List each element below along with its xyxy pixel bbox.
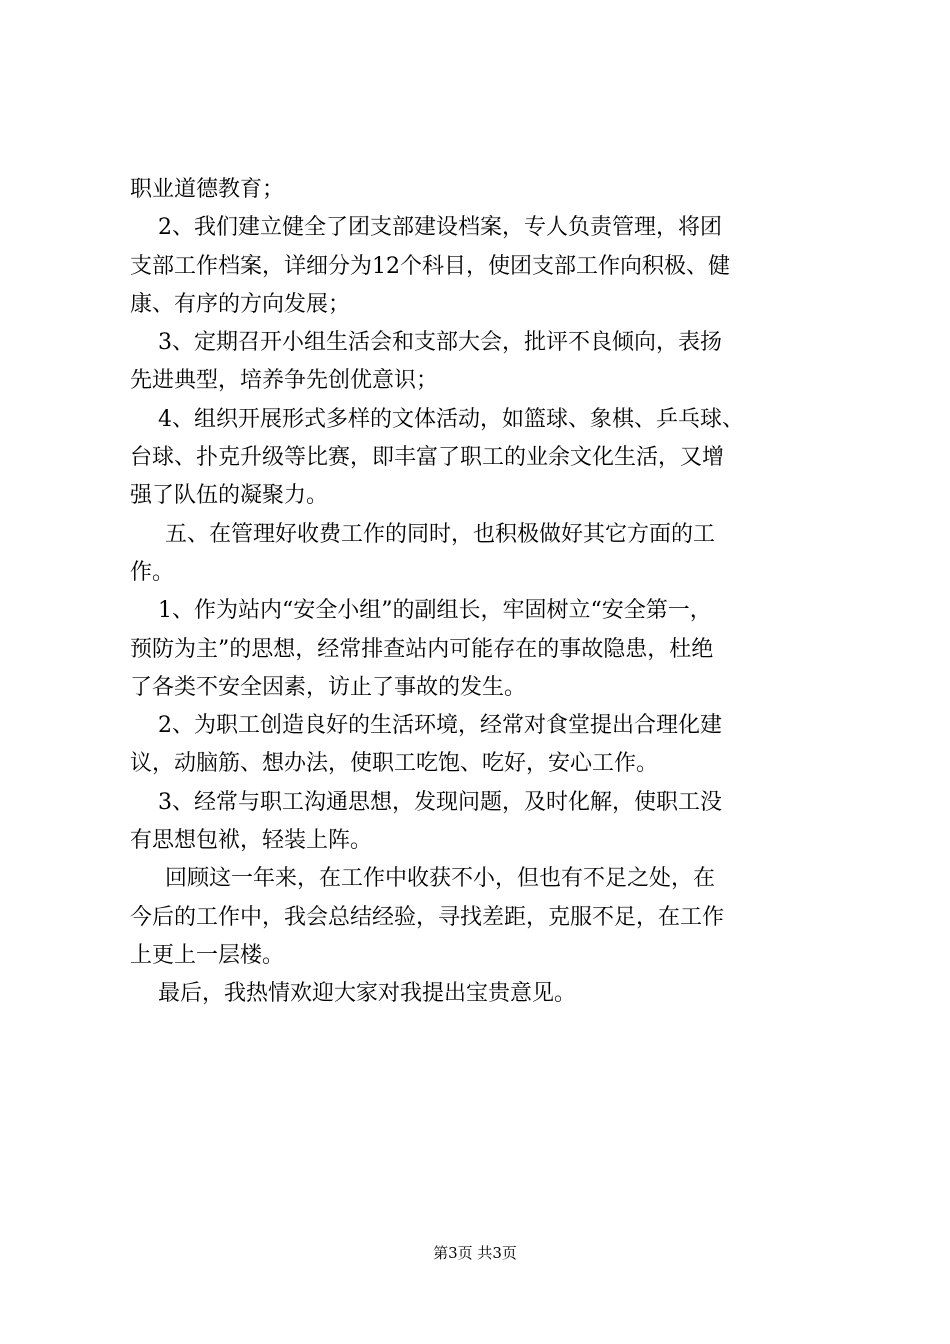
body-line: 4、组织开展形式多样的文体活动，如篮球、象棋、乒乓球、	[130, 406, 744, 432]
body-line: 台球、扑克升级等比赛，即丰富了职工的业余文化生活，又增	[130, 445, 725, 471]
body-line: 支部工作档案，详细分为12个科目，使团支部工作向积极、健	[130, 253, 730, 279]
body-line: 职业道德教育；	[130, 177, 285, 202]
body-line: 今后的工作中，我会总结经验，寻找差距，克服不足，在工作	[130, 904, 725, 930]
body-line: 有思想包袱，轻装上阵。	[130, 828, 373, 854]
body-line: 最后，我热情欢迎大家对我提出宝贵意见。	[130, 981, 576, 1007]
body-line: 2、我们建立健全了团支部建设档案，专人负责管理，将团	[130, 215, 722, 241]
body-line: 康、有序的方向发展；	[130, 291, 351, 317]
body-line: 3、定期召开小组生活会和支部大会，批评不良倾向，表扬	[130, 330, 722, 356]
body-line: 上更上一层楼。	[130, 942, 285, 968]
body-line: 议，动脑筋、想办法，使职工吃饱、吃好，安心工作。	[130, 751, 659, 777]
section-heading-line: 五、在管理好收费工作的同时，也积极做好其它方面的工	[130, 521, 715, 547]
body-line: 预防为主”的思想，经常排查站内可能存在的事故隐患，杜绝	[130, 636, 714, 662]
body-line: 3、经常与职工沟通思想，发现问题，及时化解，使职工没	[130, 789, 722, 815]
body-line: 作。	[130, 559, 175, 585]
page-number-label: 第3页 共3页	[433, 1244, 517, 1262]
body-line: 先进典型，培养争先创优意识；	[130, 368, 439, 394]
body-line: 回顾这一年来，在工作中收获不小，但也有不足之处，在	[130, 866, 715, 892]
body-line: 1、作为站内“安全小组”的副组长，牢固树立“安全第一，	[130, 598, 712, 624]
body-line: 了各类不安全因素，访止了事故的发生。	[130, 674, 527, 700]
page-footer	[0, 1243, 950, 1263]
document-body	[130, 171, 830, 1014]
body-line: 强了队伍的凝聚力。	[130, 483, 329, 509]
body-line: 2、为职工创造良好的生活环境，经常对食堂提出合理化建	[130, 713, 722, 739]
